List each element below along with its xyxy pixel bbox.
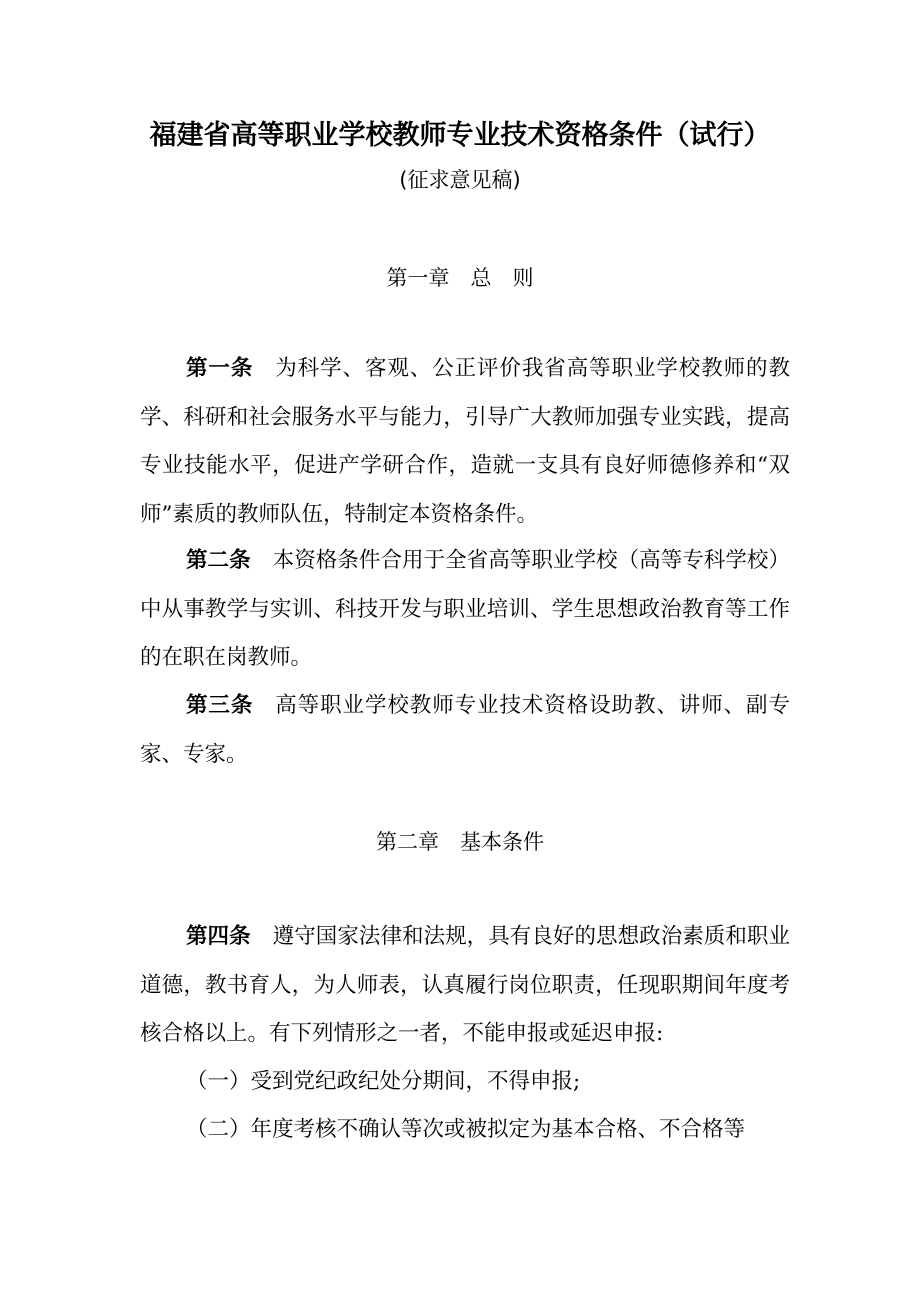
article-label: 第二条 [186, 548, 251, 573]
article-label: 第四条 [186, 924, 251, 949]
article-paragraph [140, 682, 790, 779]
article-paragraph [140, 345, 790, 539]
list-item: （二）年度考核不确认等次或被拟定为基本合格、不合格等 [186, 1117, 746, 1142]
chapter-heading: 第二章 基本条件 [376, 830, 544, 854]
article-text: 为科学、客观、公正评价我省高等职业学校教师的教学、科研和社会服务水平与能力，引导广大教师加强专业实践，提高专业技能水平，促进产学研合作，造就一支具有良好师德修养和“双师”素质的教师队伍，特制定本资格条件。 [140, 356, 790, 527]
article-label: 第三条 [186, 693, 254, 718]
document-subtitle: (征求意见稿) [399, 168, 521, 192]
list-item: （一）受到党纪政纪处分期间，不得申报; [186, 1069, 581, 1094]
article-label: 第一条 [186, 356, 254, 381]
article-text: 本资格条件合用于全省高等职业学校（高等专科学校）中从事教学与实训、科技开发与职业培训、学生思想政治教育等工作的在职在岗教师。 [140, 548, 790, 670]
article-text: 遵守国家法律和法规，具有良好的思想政治素质和职业道德，教书育人，为人师表，认真履行岗位职责，任现职期间年度考核合格以上。有下列情形之一者，不能申报或延迟申报: [140, 924, 790, 1046]
article-paragraph [140, 913, 790, 1059]
document-title: 福建省高等职业学校教师专业技术资格条件（试行） [149, 120, 771, 151]
article-paragraph [140, 537, 790, 683]
article-text: 高等职业学校教师专业技术资格设助教、讲师、副专家、专家。 [140, 693, 790, 767]
chapter-heading: 第一章 总 则 [386, 266, 534, 290]
